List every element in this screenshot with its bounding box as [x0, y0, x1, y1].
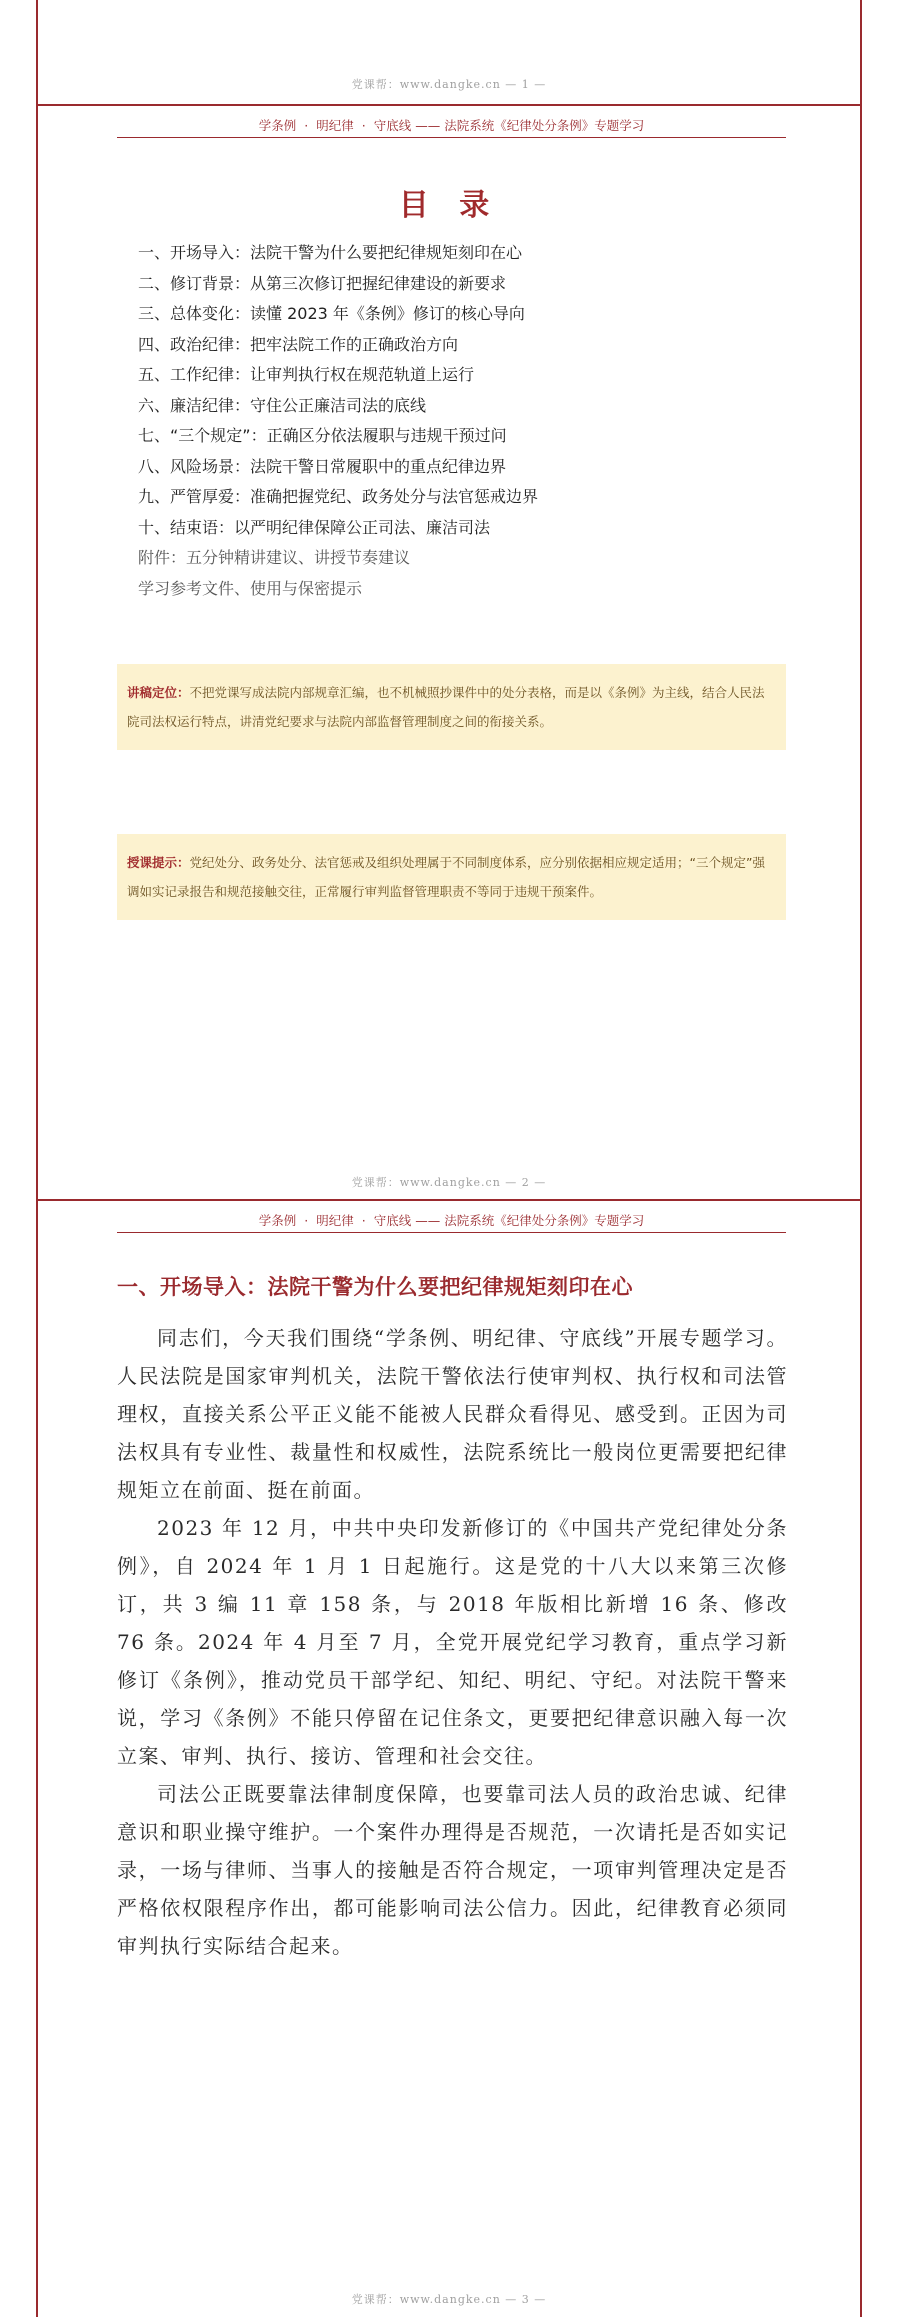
header-separator: · [361, 118, 366, 133]
page-footer: 党课帮：www.dangke.cn — 3 — [351, 2293, 547, 2306]
toc-item[interactable]: 一、开场导入：法院干警为什么要把纪律规矩刻印在心 [138, 243, 523, 262]
header-part: 守底线 [373, 118, 412, 133]
header-separator: · [361, 1213, 366, 1228]
running-header [117, 116, 786, 138]
toc-item[interactable]: 五、工作纪律：让审判执行权在规范轨道上运行 [138, 365, 475, 384]
body-paragraph: 同志们，今天我们围绕“学条例、明纪律、守底线”开展专题学习。人民法院是国家审判机关，法院干警依法行使审判权、执行权和司法管理权，直接关系公平正义能不能被人民群众看得见、感受到。正因为司法权具有专业性、裁量性和权威性，法院系统比一般岗位更需要把纪律规矩立在前面、挺在前面。 [117, 1326, 788, 1502]
toc-appendix-item[interactable]: 学习参考文件、使用与保密提示 [138, 578, 363, 598]
header-part: 守底线 [373, 1213, 412, 1228]
toc-item[interactable]: 三、总体变化：读懂 2023 年《条例》修订的核心导向 [138, 304, 525, 323]
toc-item[interactable]: 十、结束语：以严明纪律保障公正司法、廉洁司法 [138, 517, 491, 537]
note-label: 讲稿定位： [127, 685, 190, 700]
toc-item[interactable]: 八、风险场景：法院干警日常履职中的重点纪律边界 [138, 456, 507, 476]
header-part: 明纪律 [316, 118, 354, 133]
section-body [117, 1319, 788, 1965]
teaching-tips-note [117, 834, 786, 920]
page-footer: 党课帮：www.dangke.cn — 2 — [351, 1176, 547, 1189]
header-separator: · [304, 118, 309, 133]
toc-appendix-item[interactable]: 附件：五分钟精讲建议、讲授节奏建议 [138, 548, 411, 567]
table-of-contents [138, 238, 818, 604]
header-part: 明纪律 [316, 1213, 354, 1228]
page-footer: 党课帮：www.dangke.cn — 1 — [351, 78, 547, 91]
header-part: 学条例 [258, 118, 297, 133]
toc-item[interactable]: 四、政治纪律：把牢法院工作的正确政治方向 [138, 334, 459, 354]
header-subtitle: —— 法院系统《纪律处分条例》专题学习 [415, 118, 645, 133]
toc-item[interactable]: 七、“三个规定”：正确区分依法履职与违规干预过问 [138, 426, 507, 445]
positioning-note [117, 664, 786, 750]
header-subtitle: —— 法院系统《纪律处分条例》专题学习 [415, 1213, 645, 1228]
header-separator: · [304, 1213, 309, 1228]
note-text: 不把党课写成法院内部规章汇编，也不机械照抄课件中的处分表格，而是以《条例》为主线，结合人民法院司法权运行特点，讲清党纪要求与法院内部监督管理制度之间的衔接关系。 [127, 685, 765, 729]
toc-item[interactable]: 二、修订背景：从第三次修订把握纪律建设的新要求 [138, 273, 507, 293]
page-2 [36, 104, 862, 1199]
header-part: 学条例 [258, 1213, 297, 1228]
page-1 [36, 0, 862, 104]
running-header [117, 1211, 786, 1233]
section-heading: 一、开场导入：法院干警为什么要把纪律规矩刻印在心 [117, 1275, 633, 1299]
body-paragraph: 2023 年 12 月，中共中央印发新修订的《中国共产党纪律处分条例》，自 2024 年 1 月 1 日起施行。这是党的十八大以来第三次修订，共 3 编 11 章 158 条，与 2018 年版相比新增 16 条、修改 76 条。2024 年 4 月至 7 月，全党开展党纪学习教育，重点学习新修订《条例》，推动党员干部学纪、知纪、明纪、守纪。对法院干警来说，学习《条例》不能只停留在记住条文，更要把纪律意识融入每一次立案、审判、执行、接访、管理和社会交往。 [117, 1516, 788, 1768]
body-paragraph: 司法公正既要靠法律制度保障，也要靠司法人员的政治忠诚、纪律意识和职业操守维护。一个案件办理得是否规范，一次请托是否如实记录，一场与律师、当事人的接触是否符合规定，一项审判管理决定是否严格依权限程序作出，都可能影响司法公信力。因此，纪律教育必须同审判执行实际结合起来。 [117, 1782, 788, 1958]
page-3 [36, 1199, 862, 2317]
toc-title: 目 录 [398, 188, 500, 223]
note-text: 党纪处分、政务处分、法官惩戒及组织处理属于不同制度体系，应分别依据相应规定适用；“三个规定”强调如实记录报告和规范接触交往，正常履行审判监督管理职责不等同于违规干预案件。 [127, 855, 765, 899]
toc-item[interactable]: 九、严管厚爱：准确把握党纪、政务处分与法官惩戒边界 [138, 487, 539, 506]
note-label: 授课提示： [127, 855, 190, 870]
toc-item[interactable]: 六、廉洁纪律：守住公正廉洁司法的底线 [138, 395, 427, 415]
